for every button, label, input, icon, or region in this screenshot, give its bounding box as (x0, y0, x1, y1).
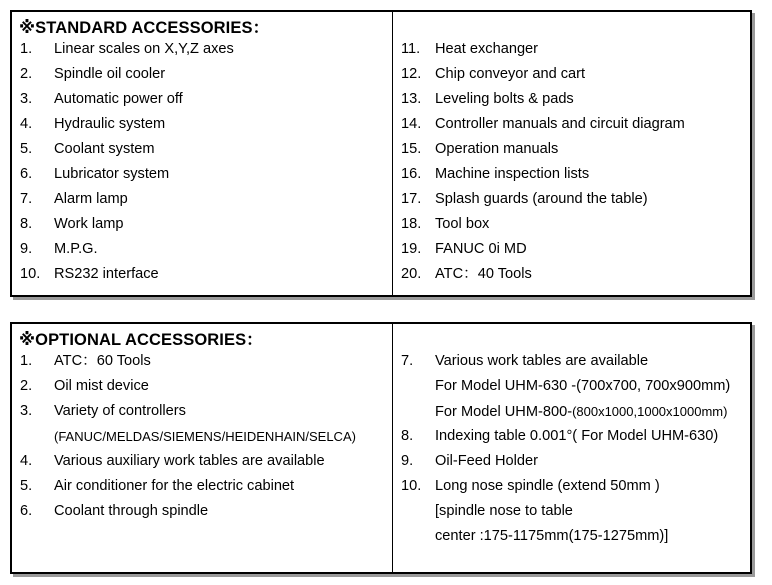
list-item-text (435, 499, 573, 524)
list-item-label: Oil-Feed Holder (435, 453, 539, 469)
list-item-label: Lubricator system (54, 166, 170, 182)
list-item-number: 9. (401, 453, 414, 469)
list-item-text (54, 449, 325, 474)
list-item-label: Air conditioner for the electric cabinet (54, 478, 295, 494)
list-item-number: 4. (20, 116, 33, 132)
list-item-number: 7. (401, 353, 414, 369)
standard-left-column (12, 12, 393, 295)
optional-accessories-panel (10, 322, 752, 574)
list-item-number: 10. (20, 266, 41, 282)
list-item-label: Leveling bolts & pads (435, 91, 574, 107)
list-item-text (54, 349, 151, 374)
list-item-label: For Model UHM-630 -(700x700, 700x900mm) (435, 378, 731, 394)
list-item-number: 10. (401, 478, 422, 494)
list-item-text (435, 112, 685, 137)
list-item-label: ATC：40 Tools (435, 266, 532, 282)
list-item-number: 17. (401, 191, 422, 207)
list-item-label: Coolant system (54, 141, 155, 157)
optional-left-column (12, 324, 393, 572)
list-item-text (54, 212, 123, 237)
list-item-label: Various work tables are available (435, 353, 649, 369)
list-item-label: Tool box (435, 216, 490, 232)
list-item-number: 15. (401, 141, 422, 157)
list-item-label: Controller manuals and circuit diagram (435, 116, 685, 132)
list-item-label: Operation manuals (435, 141, 559, 157)
list-item-label: FANUC 0i MD (435, 241, 527, 257)
list-item-label: Automatic power off (54, 91, 183, 107)
standard-right-column (393, 12, 750, 295)
list-item-text (54, 187, 128, 212)
list-item-text (54, 37, 234, 62)
list-item-text (435, 349, 648, 374)
list-item-number: 5. (20, 141, 33, 157)
list-item-label: Machine inspection lists (435, 166, 590, 182)
list-item-text (435, 424, 718, 449)
list-item-label: [spindle nose to table (435, 503, 573, 519)
list-item-number: 16. (401, 166, 422, 182)
list-item-label: Alarm lamp (54, 191, 128, 207)
list-item-number: 8. (20, 216, 33, 232)
list-item-number: 20. (401, 266, 422, 282)
list-item-text (435, 262, 532, 287)
list-item-label: Hydraulic system (54, 116, 166, 132)
list-item-number: 2. (20, 66, 33, 82)
list-item-suffix: (800x1000,1000x1000mm) (572, 404, 728, 419)
list-item-label: Indexing table 0.001°( For Model UHM-630) (435, 428, 719, 444)
list-item-text (435, 87, 574, 112)
list-item-text (54, 62, 165, 87)
list-item-number: 2. (20, 378, 33, 394)
list-item-number: 9. (20, 241, 33, 257)
list-item-text (435, 474, 660, 499)
list-item-text (54, 399, 186, 424)
list-item-text (435, 37, 538, 62)
list-item-text (54, 262, 159, 287)
list-item-text (54, 424, 356, 449)
optional-right-column (393, 324, 750, 572)
list-item-text (435, 162, 589, 187)
list-item-number: 1. (20, 41, 33, 57)
list-item-number: 3. (20, 403, 33, 419)
list-item-label: Oil mist device (54, 378, 149, 394)
optional-accessories-title: ※OPTIONAL ACCESSORIES： (19, 331, 263, 349)
list-item-number: 8. (401, 428, 414, 444)
list-item-label: Long nose spindle (extend 50mm ) (435, 478, 660, 494)
list-item-label: (FANUC/MELDAS/SIEMENS/HEIDENHAIN/SELCA) (54, 429, 356, 444)
list-item-number: 3. (20, 91, 33, 107)
list-item-number: 14. (401, 116, 422, 132)
list-item-text (54, 162, 169, 187)
list-item-label: Variety of controllers (54, 403, 186, 419)
list-item-label: Chip conveyor and cart (435, 66, 586, 82)
standard-accessories-title: ※STANDARD ACCESSORIES： (19, 19, 270, 37)
list-item-number: 12. (401, 66, 422, 82)
list-item-label: ATC：60 Tools (54, 353, 151, 369)
list-item-text (54, 474, 294, 499)
list-item-number: 5. (20, 478, 33, 494)
list-item-label: Spindle oil cooler (54, 66, 166, 82)
list-item-number: 4. (20, 453, 33, 469)
list-item-text (435, 137, 558, 162)
list-item-label: For Model UHM-800- (435, 404, 573, 420)
list-item-text (435, 212, 489, 237)
list-item-text (435, 374, 730, 399)
list-item-label: RS232 interface (54, 266, 159, 282)
list-item-text (435, 62, 585, 87)
list-item-label: Linear scales on X,Y,Z axes (54, 41, 234, 57)
list-item-text (435, 237, 527, 262)
list-item-label: center :175-1175mm(175-1275mm)] (435, 528, 669, 544)
list-item-number: 6. (20, 503, 33, 519)
list-item-text (54, 237, 98, 262)
list-item-number: 19. (401, 241, 422, 257)
list-item-label: M.P.G. (54, 241, 98, 257)
list-item-text (54, 87, 183, 112)
list-item-label: Splash guards (around the table) (435, 191, 648, 207)
list-item-label: Various auxiliary work tables are available (54, 453, 325, 469)
list-item-number: 6. (20, 166, 33, 182)
list-item-text (435, 449, 538, 474)
list-item-number: 11. (401, 41, 421, 57)
list-item-text (54, 499, 208, 524)
standard-accessories-panel (10, 10, 752, 297)
list-item-text (435, 399, 727, 425)
list-item-label: Work lamp (54, 216, 124, 232)
list-item-number: 7. (20, 191, 33, 207)
list-item-number: 18. (401, 216, 422, 232)
list-item-text (54, 112, 165, 137)
list-item-label: Coolant through spindle (54, 503, 209, 519)
list-item-text (54, 374, 149, 399)
list-item-number: 13. (401, 91, 422, 107)
list-item-text (54, 137, 155, 162)
list-item-text (435, 524, 668, 549)
list-item-label: Heat exchanger (435, 41, 539, 57)
list-item-number: 1. (20, 353, 33, 369)
list-item-text (435, 187, 648, 212)
